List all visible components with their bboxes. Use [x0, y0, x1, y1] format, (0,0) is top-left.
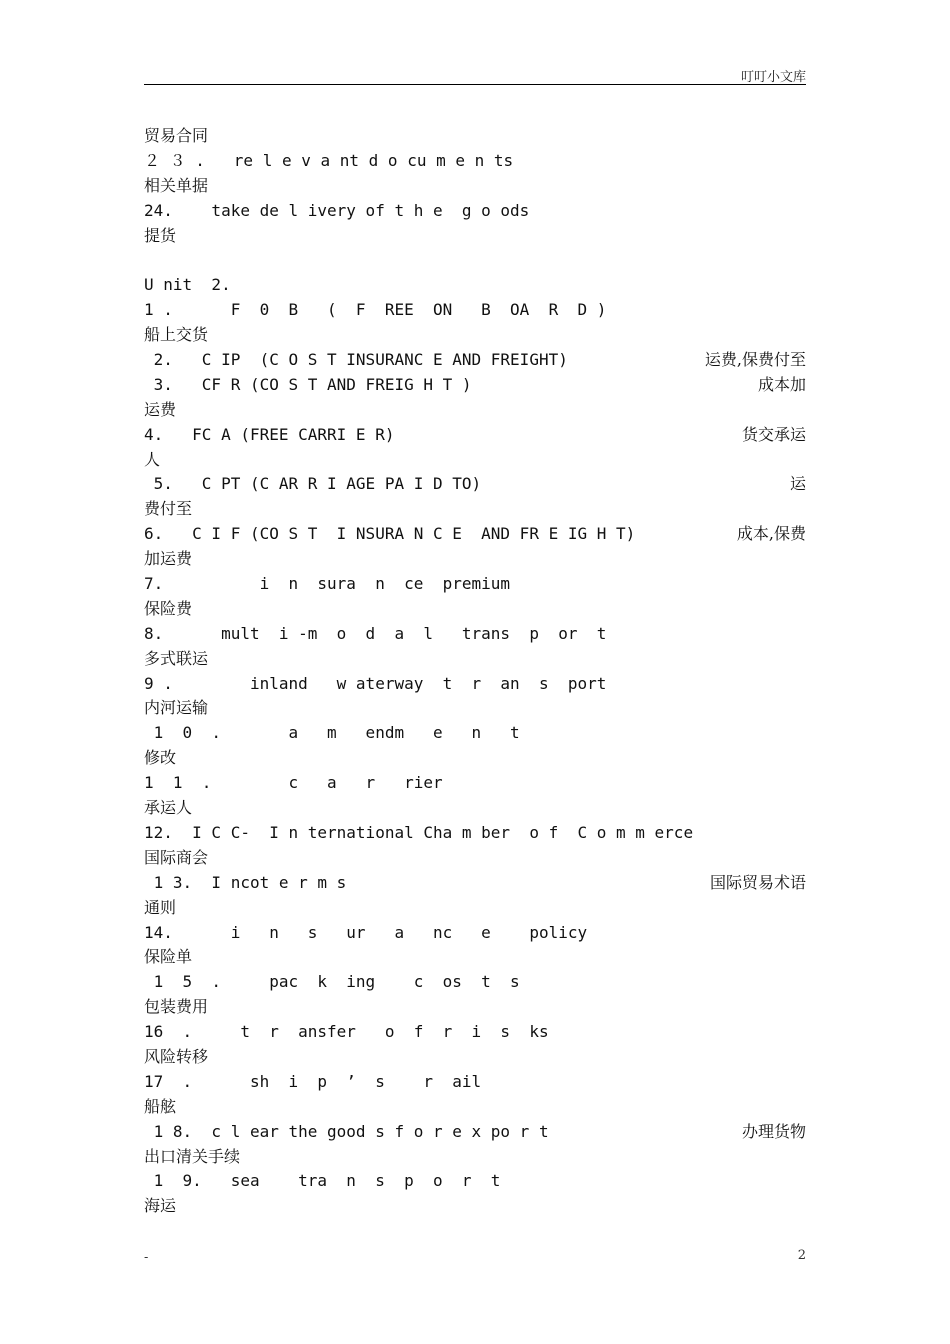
text-line	[144, 1095, 806, 1120]
document-body	[144, 124, 806, 1219]
chinese-translation: 国际商会	[144, 847, 209, 867]
chinese-translation: 通则	[144, 897, 177, 917]
text-line	[144, 273, 806, 298]
chinese-translation: 保险单	[144, 947, 193, 967]
chinese-translation: 办理货物	[741, 1121, 806, 1141]
page-number: 2	[797, 1248, 806, 1263]
english-term: 1 . F 0 B ( F REE ON B OA R D )	[144, 300, 607, 320]
chinese-translation: 船舷	[144, 1096, 177, 1116]
header-divider	[144, 84, 806, 85]
chinese-translation: 成本,保费	[736, 524, 806, 544]
chinese-translation: 费付至	[144, 499, 193, 519]
text-line	[144, 248, 806, 273]
text-line	[144, 921, 806, 946]
text-line	[144, 647, 806, 672]
text-line	[144, 1045, 806, 1070]
text-line	[144, 472, 806, 497]
text-line	[144, 572, 806, 597]
text-line	[144, 522, 806, 547]
text-line	[144, 1194, 806, 1219]
chinese-translation: 贸易合同	[144, 126, 209, 145]
text-line	[144, 970, 806, 995]
text-line	[144, 871, 806, 896]
text-line	[144, 323, 806, 348]
english-term: 1 8. c l ear the good s f o r e x po r t	[144, 1121, 549, 1141]
text-line	[144, 846, 806, 871]
chinese-translation: 成本加	[757, 374, 806, 394]
english-term: 24. take de l ivery of t h e g o ods	[144, 200, 530, 220]
english-term: 1 5 . pac k ing c os t s	[144, 972, 520, 992]
chinese-translation: 承运人	[144, 798, 193, 818]
chinese-translation: 保险费	[144, 598, 193, 618]
english-term: U nit 2.	[144, 275, 231, 295]
english-term: 17 . sh i p ’ s r ail	[144, 1071, 482, 1091]
chinese-translation: 国际贸易术语	[709, 872, 806, 892]
english-term: 9 . inland w aterway t r an s port	[144, 673, 607, 693]
chinese-translation: 运费,保费付至	[704, 350, 806, 370]
text-line	[144, 224, 806, 249]
chinese-translation: 提货	[144, 225, 177, 245]
chinese-translation: 海运	[144, 1196, 177, 1216]
text-line	[144, 995, 806, 1020]
text-line	[144, 1070, 806, 1095]
text-line	[144, 597, 806, 622]
text-line	[144, 896, 806, 921]
text-line	[144, 298, 806, 323]
english-term: 14. i n s ur a nc e policy	[144, 922, 588, 942]
text-line	[144, 497, 806, 522]
text-line	[144, 448, 806, 473]
chinese-translation: 修改	[144, 748, 177, 768]
chinese-translation: 相关单据	[144, 175, 209, 195]
english-term: 3. CF R (CO S T AND FREIG H T )	[144, 374, 472, 394]
chinese-translation: 运	[789, 474, 806, 494]
chinese-translation: 运费	[144, 399, 177, 419]
english-term: 8. mult i -m o d a l trans p or t	[144, 623, 607, 643]
text-line	[144, 1020, 806, 1045]
header-title: 叮叮小文库	[740, 70, 806, 85]
text-line	[144, 746, 806, 771]
english-term: ２ ３ . re l e v a nt d o cu m e n ts	[144, 150, 514, 170]
text-line	[144, 771, 806, 796]
text-line	[144, 622, 806, 647]
english-term: 16 . t r ansfer o f r i s ks	[144, 1022, 549, 1042]
english-term: 4. FC A (FREE CARRI E R)	[144, 424, 395, 444]
text-line	[144, 149, 806, 174]
chinese-translation: 人	[144, 449, 161, 469]
text-line	[144, 1120, 806, 1145]
text-line	[144, 1169, 806, 1194]
english-term: 1 1 . c a r rier	[144, 773, 443, 793]
chinese-translation: 包装费用	[144, 997, 209, 1017]
english-term: 2. C IP (C O S T INSURANC E AND FREIGHT)	[144, 350, 568, 370]
chinese-translation: 货交承运	[741, 424, 806, 444]
chinese-translation: 加运费	[144, 549, 193, 569]
english-term: 1 0 . a m endm e n t	[144, 723, 520, 743]
chinese-translation: 风险转移	[144, 1046, 209, 1066]
text-line	[144, 945, 806, 970]
text-line	[144, 423, 806, 448]
chinese-translation: 出口清关手续	[144, 1146, 241, 1166]
chinese-translation: 多式联运	[144, 648, 209, 668]
text-line	[144, 796, 806, 821]
english-term: 1 3. I ncot e r m s	[144, 872, 347, 892]
text-line	[144, 1145, 806, 1170]
text-line	[144, 672, 806, 697]
english-term: 1 9. sea tra n s p o r t	[144, 1171, 501, 1191]
text-line	[144, 696, 806, 721]
chinese-translation: 内河运输	[144, 698, 209, 718]
text-line	[144, 373, 806, 398]
text-line	[144, 348, 806, 373]
text-line	[144, 398, 806, 423]
text-line	[144, 199, 806, 224]
english-term: 12. I C C- I n ternational Cha m ber o f C o m m erce	[144, 822, 694, 842]
chinese-translation: 船上交货	[144, 325, 209, 345]
english-term: 7. i n sura n ce premium	[144, 574, 511, 594]
english-term: 5. C PT (C AR R I AGE PA I D TO)	[144, 474, 482, 494]
footer-mark: -	[144, 1250, 149, 1264]
text-line	[144, 124, 806, 149]
text-line	[144, 721, 806, 746]
text-line	[144, 821, 806, 846]
text-line	[144, 174, 806, 199]
english-term: 6. C I F (CO S T I NSURA N C E AND FR E IG H T)	[144, 524, 636, 544]
text-line	[144, 547, 806, 572]
